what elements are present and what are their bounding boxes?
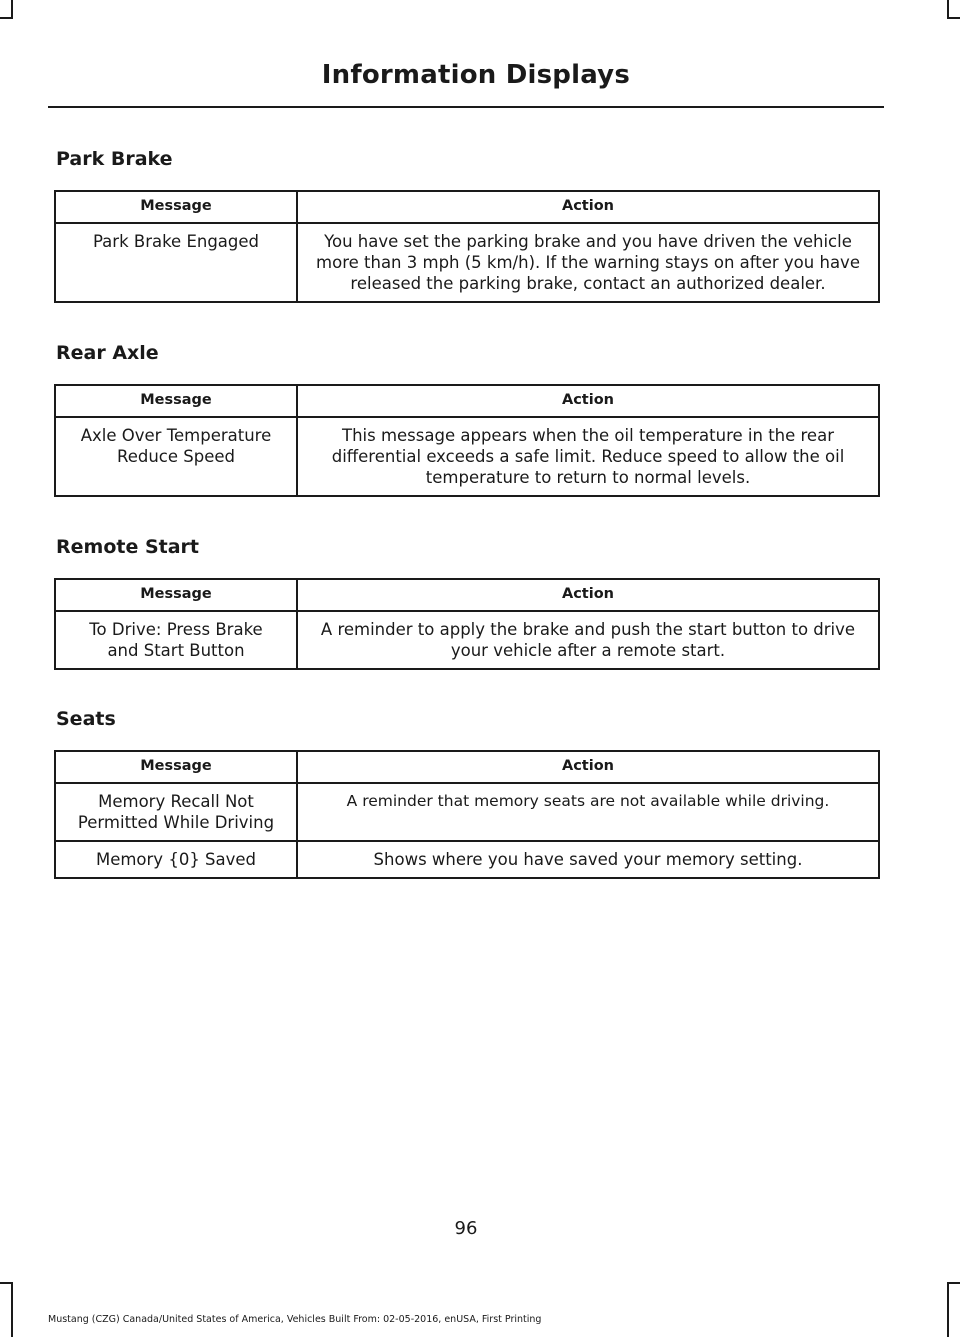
column-header-action: Action (297, 191, 879, 223)
crop-mark-bottom-right-h (947, 1282, 960, 1284)
action-cell: Shows where you have saved your memory setting. (297, 841, 879, 878)
column-header-message: Message (55, 191, 297, 223)
message-cell: Memory {0} Saved (55, 841, 297, 878)
crop-mark-top-right-v (947, 0, 949, 18)
footer-text: Mustang (CZG) Canada/United States of America, Vehicles Built From: 02-05-2016, enUSA, First Printing (48, 1314, 542, 1325)
section-heading-rear-axle: Rear Axle (56, 342, 159, 364)
action-cell: A reminder that memory seats are not available while driving. (297, 783, 879, 841)
message-cell: Axle Over Temperature Reduce Speed (55, 417, 297, 496)
message-cell: Memory Recall Not Permitted While Driving (55, 783, 297, 841)
table-row (55, 783, 879, 841)
table-header-row (55, 751, 879, 783)
column-header-action: Action (297, 751, 879, 783)
column-header-message: Message (55, 751, 297, 783)
crop-mark-top-left-v (11, 0, 13, 18)
table-row (55, 611, 879, 669)
message-cell: To Drive: Press Brake and Start Button (55, 611, 297, 669)
table-row (55, 223, 879, 302)
section-heading-remote-start: Remote Start (56, 536, 199, 558)
table-header-row (55, 385, 879, 417)
section-heading-seats: Seats (56, 708, 116, 730)
message-cell: Park Brake Engaged (55, 223, 297, 302)
table-row (55, 841, 879, 878)
crop-mark-bottom-left-v (11, 1282, 13, 1337)
crop-mark-bottom-left-h (0, 1282, 13, 1284)
table-remote-start (54, 578, 880, 670)
table-park-brake (54, 190, 880, 303)
section-heading-park-brake: Park Brake (56, 148, 173, 170)
column-header-action: Action (297, 579, 879, 611)
column-header-message: Message (55, 385, 297, 417)
crop-mark-top-left-h (0, 17, 13, 19)
table-rear-axle (54, 384, 880, 497)
table-header-row (55, 191, 879, 223)
table-seats (54, 750, 880, 879)
table-header-row (55, 579, 879, 611)
page-title: Information Displays (321, 60, 630, 90)
table-row (55, 417, 879, 496)
action-cell: You have set the parking brake and you have driven the vehicle more than 3 mph (5 km/h). If the warning stays on after you have released the parking brake, contact an authorized dealer. (297, 223, 879, 302)
crop-mark-bottom-right-v (947, 1282, 949, 1337)
column-header-action: Action (297, 385, 879, 417)
action-cell: This message appears when the oil temperature in the rear differential exceeds a safe limit. Reduce speed to allow the oil temperature to return to normal levels. (297, 417, 879, 496)
column-header-message: Message (55, 579, 297, 611)
crop-mark-top-right-h (947, 17, 960, 19)
header-rule (48, 106, 884, 108)
action-cell: A reminder to apply the brake and push the start button to drive your vehicle after a remote start. (297, 611, 879, 669)
page-number: 96 (454, 1218, 478, 1239)
